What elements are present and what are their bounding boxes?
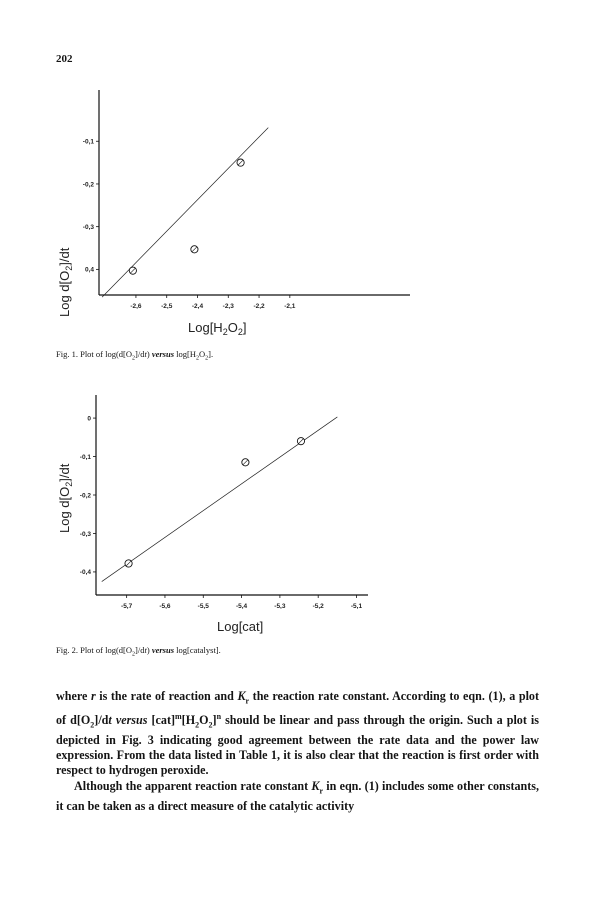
body-text bbox=[56, 689, 539, 814]
paragraph-1: where r is the rate of reaction and $K_r$ the reaction rate constant. According to eqn. (1), a plot of $d[O_2]/dt$ versus $[cat]^m[H_2O_2]^n$ should be linear and pass through the origin. Such a plot is depicted in Fig. 3 indicating good agreement between the rate data and the power law expression. From the data listed in Table 1, it is also clear that the reaction is first order with respect to hydrogen peroxide. bbox=[56, 689, 539, 778]
figure-2-x-axis-title: Log[cat] bbox=[217, 619, 264, 634]
figure-2-x-tick-label: -5,5 bbox=[197, 603, 209, 610]
figure-2-y-tick-label: -0,1 bbox=[79, 453, 91, 461]
figure-1-y-tick-label: -0,3 bbox=[82, 223, 94, 231]
figure-2-x-tick-label: -5,6 bbox=[159, 603, 171, 610]
figure-2-y-axis-title: Log $d[O_2]/dt$ bbox=[57, 463, 74, 533]
figure-2-plot bbox=[0, 390, 595, 640]
figure-2-x-tick-label: -5,7 bbox=[121, 603, 133, 610]
figure-2-caption: Fig. 2. Plot of $\log(d[O_2]/dt)$ versus log[catalyst]. bbox=[56, 645, 221, 658]
paragraph-2: Although the apparent reaction rate constant $K_r$ in eqn. (1) includes some other constants, it can be taken as a direct measure of the catalytic activity bbox=[56, 778, 540, 813]
figure-1-x-tick-label: -2,1 bbox=[284, 303, 296, 310]
figure-2-y-tick-label: -0,2 bbox=[79, 492, 91, 500]
figure-1-y-tick-label: -0,1 bbox=[82, 138, 94, 146]
figure-2-y-tick-label: -0,3 bbox=[79, 530, 91, 538]
figure-1-y-axis-title: Log $d[O_2]/dt$ bbox=[57, 247, 74, 317]
figure-2-y-tick-label: 0 bbox=[87, 415, 91, 423]
figure-2-x-tick-label: -5,3 bbox=[274, 603, 286, 610]
figure-1-x-tick-label: -2,3 bbox=[222, 303, 234, 310]
figure-2-y-tick-label: -0,4 bbox=[79, 569, 91, 577]
figure-1-x-tick-label: -2,5 bbox=[161, 303, 173, 310]
figure-1-x-tick-label: -2,4 bbox=[191, 303, 204, 310]
figure-1-fit-line bbox=[102, 128, 268, 298]
page-number: 202 bbox=[56, 53, 73, 65]
figure-2-x-tick-label: -5,1 bbox=[350, 603, 363, 610]
figure-1-x-tick-label: -2,6 bbox=[130, 303, 142, 310]
figure-1-y-tick-label: 0,4 bbox=[84, 266, 94, 274]
figure-2-x-tick-label: -5,2 bbox=[312, 603, 324, 610]
figure-1-y-tick-label: -0,2 bbox=[82, 181, 94, 189]
figure-1-caption: Fig. 1. Plot of $\log(d[O_2]/dt)$ versus $\log[H_2O_2]$. bbox=[56, 349, 214, 362]
figure-2-x-tick-label: -5,4 bbox=[235, 603, 248, 610]
figure-1-plot bbox=[0, 85, 595, 345]
figure-1-x-axis-title: $Log[H_2O_2]$ bbox=[188, 320, 247, 337]
figure-1-x-tick-label: -2,2 bbox=[253, 303, 265, 310]
